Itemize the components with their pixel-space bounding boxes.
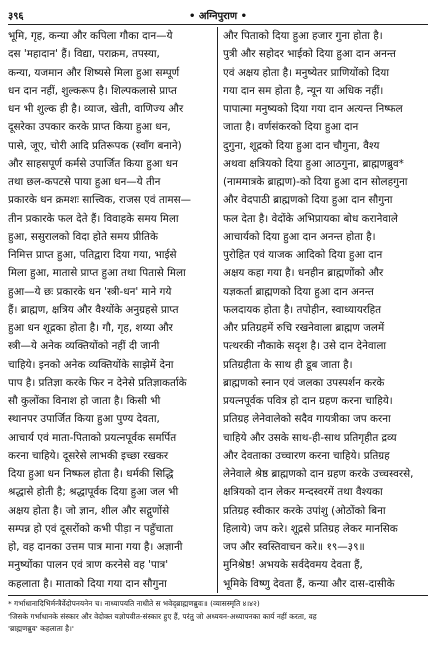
footnote-line: * गर्भाधानादिभिर्मन्त्रैर्वेदोपनयनेन च। नाध्यापयति नाधीते स भवेद्ब्राह्मणब्रुवः॥ (व्यासस्मृति ४।४२) (8, 599, 260, 608)
text-line: धन दान नहीं, शुल्करूप है। शिल्पकलासे प्राप्त (8, 84, 177, 97)
text-line: चाहिये और उसके साथ-ही-साथ प्रतिगृहीत द्रव्य (223, 431, 397, 444)
text-line: ब्राह्मणको स्नान एवं जलका उपस्पर्शन करके (223, 376, 385, 389)
text-line: और प्रतिग्रहमें रुचि रखनेवाला ब्राह्मण जलमें (223, 322, 385, 334)
footnote-line: 'ब्राह्मणब्रुव' कहलाता है।' (8, 624, 74, 633)
text-line: प्रतिग्रह स्वीकार करके उपांशु (ओठोंको बिना (223, 504, 386, 517)
text-line: लेनेवाले श्रेष्ठ ब्राह्मणको दान ग्रहण करके उच्चस्वरसे, (223, 468, 414, 480)
text-line: जप और स्वस्तिवाचन करे॥ १९—३९॥ (223, 541, 365, 553)
text-line: कन्या, यजमान और शिष्यसे मिला हुआ सम्पूर्ण (8, 66, 180, 79)
text-line: धन भी शुल्क ही है। व्याज, खेती, वाणिज्य और (8, 103, 184, 115)
text-line: प्रकारके धन क्रमशः सात्त्विक, राजस एवं तामस— (8, 194, 192, 207)
page-header (8, 6, 428, 25)
text-line: आचार्य एवं माता-पिताको प्रयत्नपूर्वक समर्पित (8, 431, 177, 444)
text-line: प्रतिग्रहीता के साथ ही डूब जाता है। (223, 358, 353, 371)
text-line: हुआ—ये छः प्रकारके धन 'स्त्री-धन' माने गये (8, 285, 172, 298)
text-line: दूसरेका उपकार करके प्राप्त किया हुआ धन, (8, 121, 171, 134)
text-line: पाप है। प्रतिज्ञा करके फिर न देनेसे प्रतिज्ञाकर्ताके (8, 376, 187, 389)
text-line: फल देता है। वेदोंके अभिप्रायका बोध करानेवाले (223, 212, 398, 225)
text-line: हिलाये) जप करे। शूद्रसे प्रतिग्रह लेकर मानसिक (223, 522, 398, 535)
text-line: और पिताको दिया हुआ हजार गुना होता है। (223, 30, 383, 42)
text-line: गया दान सम होता है, न्यून या अधिक नहीं। (223, 84, 384, 97)
text-line: मिला हुआ, मातासे प्राप्त हुआ तथा पितासे मिला (8, 267, 186, 280)
text-line: क्षत्रियको दान लेकर मन्दस्वरमें तथा वैश्यका (223, 486, 383, 499)
text-line: आचार्यको दिया हुआ दान अनन्त होता है। (223, 230, 376, 243)
text-line: अक्षय होता है। जो ज्ञान, शील और सद्गुणोंसे (8, 504, 170, 517)
text-line: पत्थरकी नौकाके सदृश है। उसे दान देनेवाला (223, 340, 387, 353)
text-line: कहलाता है। माताको दिया गया दान सौगुना (8, 577, 167, 590)
text-line: और देवताका उच्चारण करना चाहिये। प्रतिग्रह (223, 449, 390, 462)
text-line: हुआ, ससुरालको विदा होते समय प्रीतिके (8, 230, 158, 243)
text-line: भूमि, गृह, कन्या और कपिला गौका दान—ये (8, 30, 173, 42)
text-line: स्थानपर उपार्जित किया हुआ पुण्य देवता, (8, 413, 160, 426)
text-line: एवं अक्षय होता है। मनुष्येतर प्राणियोंको दिया (223, 66, 390, 79)
text-line: दस 'महादान' हैं। विद्या, पराक्रम, तपस्या, (8, 48, 160, 61)
text-line: सौ कुलोंका विनाश हो जाता है। किसी भी (8, 395, 161, 407)
right-column (218, 27, 428, 593)
text-line: सम्पन्न हो एवं दूसरोंको कभी पीड़ा न पहुँचाता (8, 522, 174, 535)
text-line: तथा छल-कपटसे पाया हुआ धन—ये तीन (8, 176, 161, 188)
text-line: पासे, जूए, चोरी आदि प्रतिरूपक (स्वाँग बनाने) (8, 139, 182, 152)
left-column (8, 27, 218, 593)
running-title: • अग्निपुराण • (189, 11, 247, 22)
text-line: प्रतिग्रह लेनेवालेको सदैव गायत्रीका जप करना (223, 413, 391, 426)
text-line: तीन प्रकारके फल देते हैं। विवाहके समय मिला (8, 212, 179, 225)
text-line: हो, वह दानका उत्तम पात्र माना गया है। अज्ञानी (8, 541, 183, 553)
text-line: दुगुना, शूद्रको दिया हुआ दान चौगुना, वैश्य (223, 139, 380, 152)
text-line: पुरोहित एवं याजक आदिको दिया हुआ दान (223, 249, 383, 261)
text-line: प्रयत्नपूर्वक पवित्र हो दान ग्रहण करना चाहिये। (223, 395, 393, 407)
text-line: हुआ धन शूद्रका होता है। गौ, गृह, शय्या और (8, 322, 173, 334)
text-line: पुत्री और सहोदर भाईको दिया हुआ दान अनन्त (223, 48, 396, 61)
text-line: पापात्मा मनुष्यको दिया गया दान अत्यन्त निष्फल (223, 103, 403, 115)
text-line: निमित्त प्राप्त हुआ, पतिद्वारा दिया गया, भाईसे (8, 249, 177, 261)
text-line: स्त्री—ये अनेक व्यक्तियोंको नहीं दी जानी (8, 340, 160, 353)
text-line: जाता है। वर्णसंकरको दिया हुआ दान (223, 121, 359, 134)
page-number: ३९६ (8, 11, 24, 22)
text-line: अक्षय कहा गया है। धनहीन ब्राह्मणोंको और (223, 267, 384, 280)
text-line: करना चाहिये। दूसरेसे लाभकी इच्छा रखकर (8, 449, 169, 462)
text-line: यज्ञकर्ता ब्राह्मणको दिया हुआ दान अनन्त (223, 285, 374, 298)
text-line: चाहिये। इनको अनेक व्यक्तियोंके साझेमें देना (8, 358, 174, 371)
text-line: दिया हुआ धन निष्फल होता है। धर्मकी सिद्धि (8, 468, 174, 480)
text-columns (8, 27, 428, 593)
text-line: मनुष्योंका पालन एवं त्राण करनेसे वह 'पात्र' (8, 559, 169, 572)
text-line: अथवा क्षत्रियको दिया हुआ आठगुना, ब्राह्मणब्रुव* (223, 157, 404, 170)
text-line: और वेदपाठी ब्राह्मणको दिया हुआ दान सौगुना (223, 194, 393, 207)
text-line: मुनिश्रेष्ठ! अभयके सर्वदेवमय देवता हैं, (223, 559, 363, 572)
text-line: (नाममात्रके ब्राह्मण)-को दिया हुआ दान सोलहगुना (223, 176, 408, 188)
text-line: और साहसपूर्ण कर्मसे उपार्जित किया हुआ धन (8, 157, 178, 170)
footnotes (8, 595, 428, 636)
text-line: हैं। ब्राह्मण, क्षत्रिय और वैश्योंके अनुग्रहसे प्राप्त (8, 303, 179, 316)
text-line: श्रद्धासे होती है; श्रद्धापूर्वक दिया हुआ जल भी (8, 486, 179, 499)
text-line: फलदायक होता है। तपोहीन, स्वाध्यायरहित (223, 303, 382, 316)
footnote-line: 'जिसके गर्भाधानके संस्कार और वेदोक्त यज्ञोपवीत-संस्कार हुए हैं, परंतु जो अध्ययन-अध्यापनका कार्य नहीं करता, वह (8, 611, 317, 621)
text-line: भूमिके विष्णु देवता हैं, कन्या और दास-दासीके (223, 577, 395, 590)
